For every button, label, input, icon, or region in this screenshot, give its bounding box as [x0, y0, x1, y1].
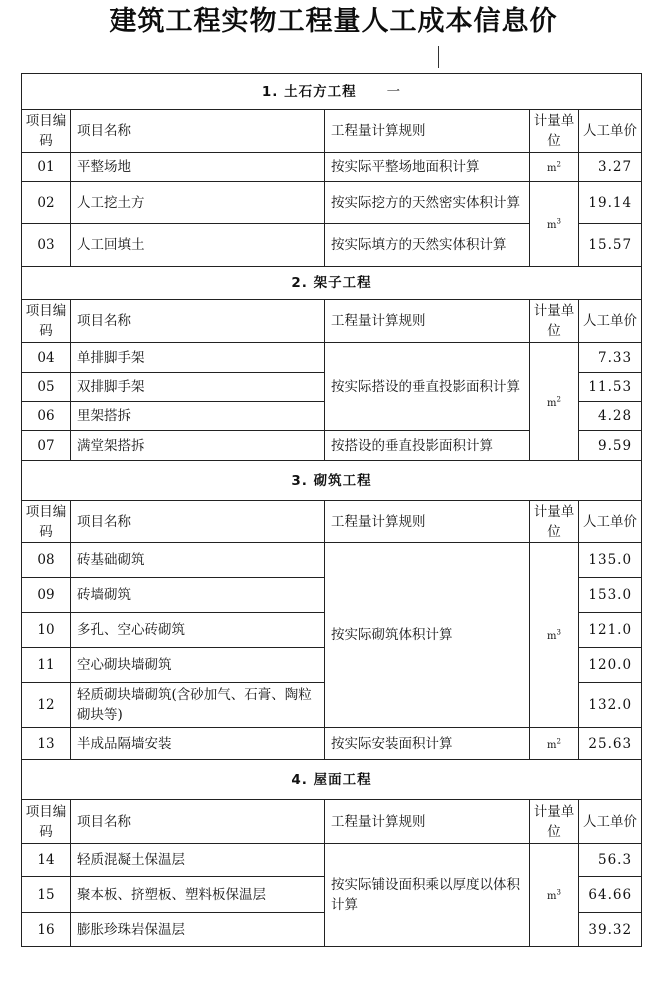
- item-price: 19.14: [579, 182, 642, 224]
- item-price: 4.28: [579, 402, 642, 431]
- item-code: 12: [22, 683, 71, 728]
- item-code: 05: [22, 373, 71, 402]
- section-title: 1. 土石方工程: [261, 83, 357, 100]
- item-code: 11: [22, 648, 71, 683]
- header-unit: 计量单位: [530, 800, 579, 844]
- item-rule: 按实际挖方的天然密实体积计算: [325, 182, 530, 224]
- item-price: 11.53: [579, 373, 642, 402]
- header-code: 项目编码: [22, 501, 71, 543]
- item-rule: 按实际安装面积计算: [325, 728, 530, 760]
- section-mark: 一: [386, 83, 402, 100]
- item-code: 13: [22, 728, 71, 760]
- item-name: 多孔、空心砖砌筑: [71, 613, 325, 648]
- item-price: 3.27: [579, 153, 642, 182]
- table-row: [22, 728, 642, 760]
- item-name: 满堂架搭拆: [71, 431, 325, 461]
- item-name: 人工回填土: [71, 224, 325, 267]
- item-name: 空心砌块墙砌筑: [71, 648, 325, 683]
- section-title: 4. 屋面工程: [22, 760, 642, 800]
- header-code: 项目编码: [22, 300, 71, 343]
- table-row: [22, 844, 642, 877]
- item-code: 03: [22, 224, 71, 267]
- item-price: 135.0: [579, 543, 642, 578]
- item-name: 轻质砌块墙砌筑(含砂加气、石膏、陶粒砌块等): [71, 683, 325, 728]
- header-rule: 工程量计算规则: [325, 110, 530, 153]
- item-code: 07: [22, 431, 71, 461]
- item-name: 里架搭拆: [71, 402, 325, 431]
- item-code: 09: [22, 578, 71, 613]
- page-title: 建筑工程实物工程量人工成本信息价: [109, 6, 558, 37]
- header-unit: 计量单位: [530, 110, 579, 153]
- item-price: 56.3: [579, 844, 642, 877]
- item-name: 膨胀珍珠岩保温层: [71, 913, 325, 947]
- item-code: 04: [22, 343, 71, 373]
- item-price: 121.0: [579, 613, 642, 648]
- column-header-row: [22, 300, 642, 343]
- item-name: 平整场地: [71, 153, 325, 182]
- item-unit: $m^3$: [530, 543, 579, 728]
- item-rule: 按实际填方的天然实体积计算: [325, 224, 530, 267]
- section-title: 3. 砌筑工程: [22, 461, 642, 501]
- table-row: [22, 343, 642, 373]
- column-header-row: [22, 800, 642, 844]
- item-name: 人工挖土方: [71, 182, 325, 224]
- scan-mark: [438, 46, 439, 68]
- section-header: [22, 461, 642, 501]
- item-name: 聚本板、挤塑板、塑料板保温层: [71, 877, 325, 913]
- item-price: 25.63: [579, 728, 642, 760]
- header-price: 人工单价: [579, 300, 642, 343]
- item-price: 9.59: [579, 431, 642, 461]
- item-name: 双排脚手架: [71, 373, 325, 402]
- item-name: 半成品隔墙安装: [71, 728, 325, 760]
- header-name: 项目名称: [71, 110, 325, 153]
- item-price: 15.57: [579, 224, 642, 267]
- header-price: 人工单价: [579, 110, 642, 153]
- item-name: 砖基础砌筑: [71, 543, 325, 578]
- header-code: 项目编码: [22, 800, 71, 844]
- item-code: 14: [22, 844, 71, 877]
- item-code: 16: [22, 913, 71, 947]
- column-header-row: [22, 110, 642, 153]
- table-row: [22, 182, 642, 224]
- header-code: 项目编码: [22, 110, 71, 153]
- item-code: 06: [22, 402, 71, 431]
- item-unit: $m^3$: [530, 182, 579, 267]
- header-rule: 工程量计算规则: [325, 800, 530, 844]
- header-price: 人工单价: [579, 800, 642, 844]
- item-name: 砖墙砌筑: [71, 578, 325, 613]
- header-unit: 计量单位: [530, 300, 579, 343]
- section-header: [22, 267, 642, 300]
- header-name: 项目名称: [71, 501, 325, 543]
- cost-table: [21, 73, 642, 947]
- item-code: 02: [22, 182, 71, 224]
- table-row: [22, 153, 642, 182]
- item-price: 64.66: [579, 877, 642, 913]
- header-rule: 工程量计算规则: [325, 300, 530, 343]
- item-unit: $m^2$: [530, 153, 579, 182]
- item-price: 39.32: [579, 913, 642, 947]
- item-rule: 按搭设的垂直投影面积计算: [325, 431, 530, 461]
- header-price: 人工单价: [579, 501, 642, 543]
- header-rule: 工程量计算规则: [325, 501, 530, 543]
- item-code: 08: [22, 543, 71, 578]
- section-header: [22, 760, 642, 800]
- item-code: 15: [22, 877, 71, 913]
- item-code: 10: [22, 613, 71, 648]
- item-price: 132.0: [579, 683, 642, 728]
- item-price: 153.0: [579, 578, 642, 613]
- item-price: 120.0: [579, 648, 642, 683]
- item-rule: 按实际平整场地面积计算: [325, 153, 530, 182]
- item-code: 01: [22, 153, 71, 182]
- item-name: 轻质混凝土保温层: [71, 844, 325, 877]
- item-rule: 按实际搭设的垂直投影面积计算: [325, 343, 530, 431]
- item-price: 7.33: [579, 343, 642, 373]
- section-title: 2. 架子工程: [22, 267, 642, 300]
- header-name: 项目名称: [71, 800, 325, 844]
- item-rule: 按实际砌筑体积计算: [325, 543, 530, 728]
- item-name: 单排脚手架: [71, 343, 325, 373]
- item-unit: $m^3$: [530, 844, 579, 947]
- table-row: [22, 543, 642, 578]
- item-unit: $m^2$: [530, 343, 579, 461]
- column-header-row: [22, 501, 642, 543]
- item-rule: 按实际铺设面积乘以厚度以体积计算: [325, 844, 530, 947]
- header-unit: 计量单位: [530, 501, 579, 543]
- header-name: 项目名称: [71, 300, 325, 343]
- item-unit: $m^2$: [530, 728, 579, 760]
- section-header: [22, 74, 642, 110]
